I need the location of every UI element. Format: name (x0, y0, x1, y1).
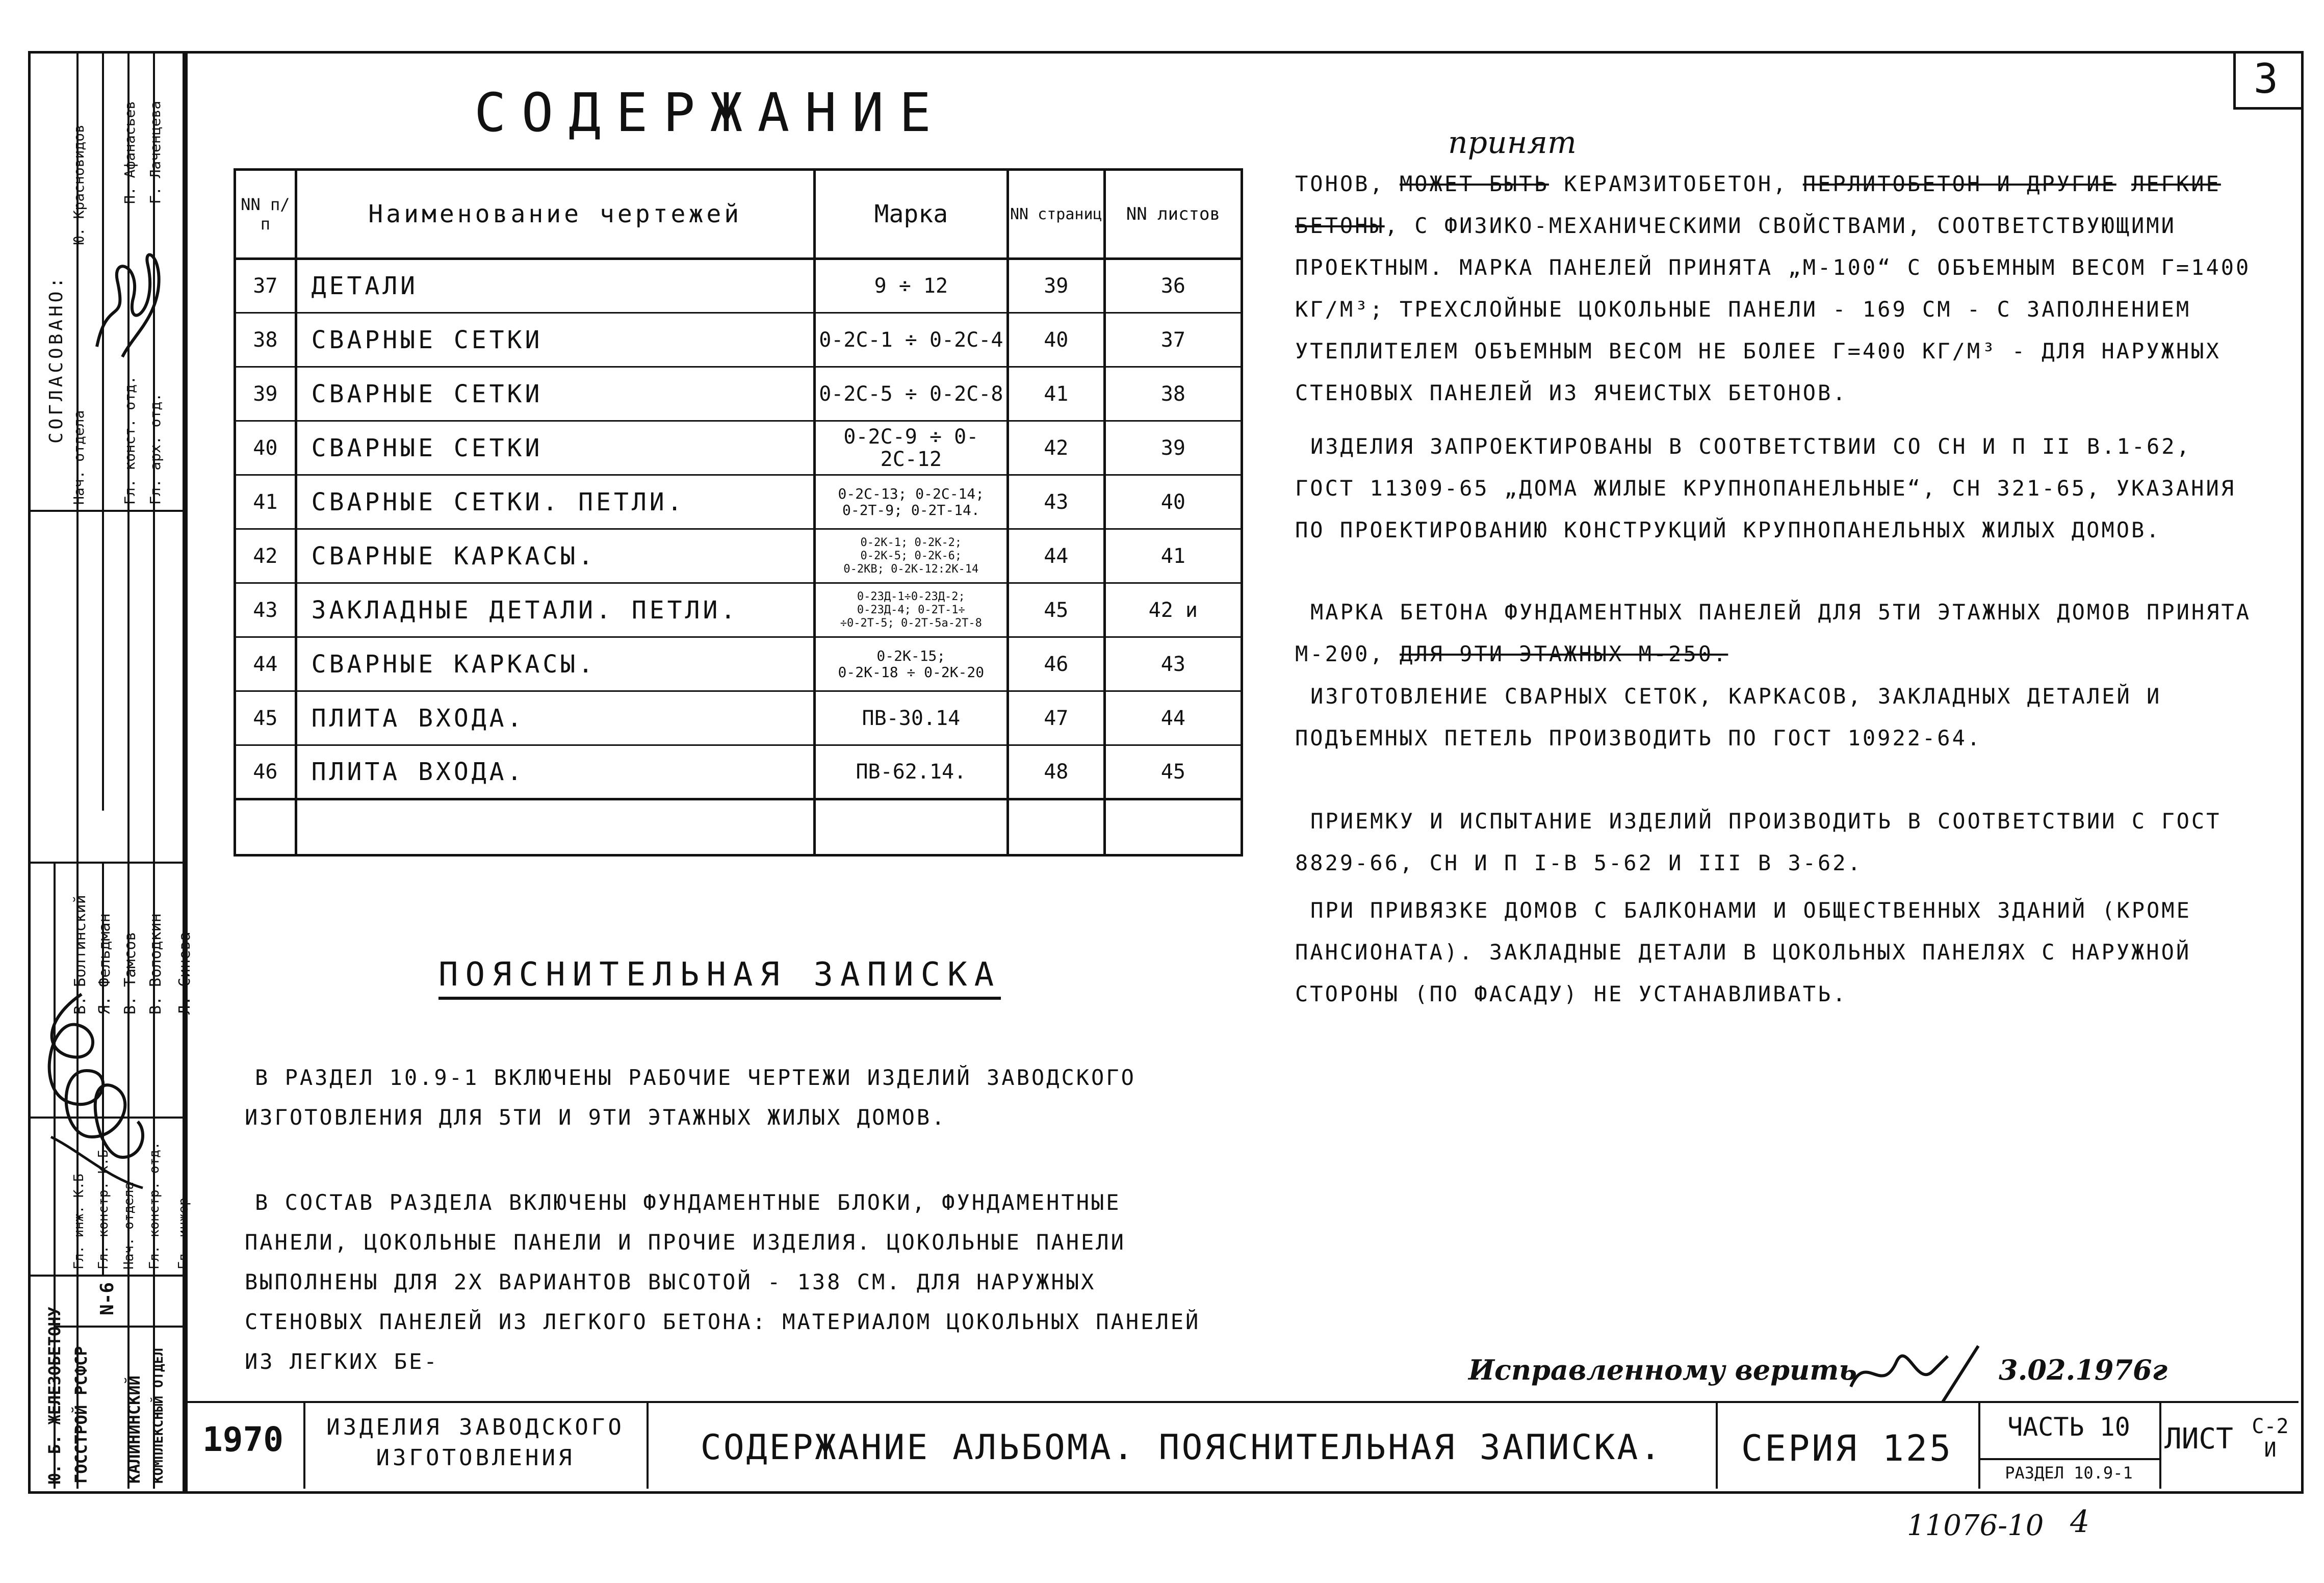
toc-cell-sheet: 39 (1104, 421, 1242, 475)
toc-row (235, 367, 1242, 421)
toc-cell-sheet: 38 (1104, 367, 1242, 421)
toc-cell-sheet: 42 и (1104, 583, 1242, 637)
staff-name: Я. Фельдман (96, 913, 114, 1015)
strip-divider (76, 51, 79, 1489)
toc-cell-empty (1104, 799, 1242, 855)
mark-line: 0-2К-1; 0-2К-2; (860, 536, 962, 549)
text-fragment: , С ФИЗИКО-МЕХАНИЧЕСКИМИ СВОЙСТВАМИ, СООТВЕТСТВУЮЩИМИ ПРОЕКТНЫМ. МАРКА ПАНЕЛЕЙ ПРИНЯТА „М-100“ С ОБЪЕМНЫМ ВЕСОМ Γ=1400 КГ/М³; ТРЕХСЛОЙНЫЕ ЦОКОЛЬНЫЕ ПАНЕЛИ - 169 СМ - С ЗАПОЛНЕНИЕМ УТЕПЛИТЕЛЕМ ОБЪЕМНЫМ ВЕСОМ НЕ БОЛЕЕ Γ=400 КГ/М³ - ДЛЯ НАРУЖНЫХ СТЕНОВЫХ ПАНЕЛЕЙ ИЗ ЯЧЕИСТЫХ БЕТОНОВ. (1295, 213, 2251, 405)
note-heading: ПОЯСНИТЕЛЬНАЯ ЗАПИСКА (438, 956, 1001, 1000)
toc-cell-empty (296, 799, 814, 855)
staff-name: В. Болтинский (71, 895, 89, 1015)
toc-cell-no: 44 (235, 637, 296, 691)
staff-name: Л. Синева (176, 931, 194, 1015)
toc-cell-sheet: 36 (1104, 259, 1242, 313)
note-paragraph-2: В СОСТАВ РАЗДЕЛА ВКЛЮЧЕНЫ ФУНДАМЕНТНЫЕ БЛОКИ, ФУНДАМЕНТНЫЕ ПАНЕЛИ, ЦОКОЛЬНЫЕ ПАНЕЛИ И ПРОЧИЕ ИЗДЕЛИЯ. ЦОКОЛЬНЫЕ ПАНЕЛИ ВЫПОЛНЕНЫ ДЛЯ 2Х ВАРИАНТОВ ВЫСОТОЙ - 138 СМ. ДЛЯ НАРУЖНЫХ СТЕНОВЫХ ПАНЕЛЕЙ ИЗ ЛЕГКОГО БЕТОНА: МАТЕРИАЛОМ ЦОКОЛЬНЫХ ПАНЕЛЕЙ ИЗ ЛЕГКИХ БЕ- (245, 1190, 1201, 1374)
approval-name: Г. Лаченцева (147, 100, 164, 204)
toc-cell-sheet: 41 (1104, 529, 1242, 583)
title-block-divider (647, 1401, 649, 1489)
staff-role: Гл. инжер. (176, 1189, 191, 1269)
toc-cell-name: ЗАКЛАДНЫЕ ДЕТАЛИ. ПЕТЛИ. (296, 583, 814, 637)
toc-title: СОДЕРЖАНИЕ (474, 82, 947, 144)
part: ЧАСТЬ 10 (2007, 1412, 2130, 1442)
toc-cell-sheet: 40 (1104, 475, 1242, 529)
strip-divider (28, 862, 183, 864)
toc-row (235, 691, 1242, 745)
sheet-label: ЛИСТ (2164, 1422, 2233, 1456)
toc-cell-mark (814, 421, 1008, 475)
toc-cell-mark (814, 259, 1008, 313)
toc-row (235, 313, 1242, 367)
mark-line: 0-2С-1 ÷ 0-2С-4 (819, 328, 1003, 352)
strip-divider (102, 51, 104, 811)
staff-role: Гл. констр. К.Б (96, 1150, 111, 1269)
toc-cell-no: 40 (235, 421, 296, 475)
toc-cell-mark (814, 691, 1008, 745)
struck-text: ЛЕГКИЕ БЕТОНЫ (1295, 171, 2221, 238)
section: РАЗДЕЛ 10.9-1 (2005, 1463, 2133, 1483)
mark-line: 0-2К-18 ÷ 0-2К-20 (838, 663, 985, 681)
approval-role: Нач. отдела (70, 410, 87, 505)
toc-cell-page: 48 (1008, 745, 1104, 799)
page-number: 3 (2253, 55, 2279, 102)
toc-cell-page: 45 (1008, 583, 1104, 637)
toc-cell-name: СВАРНЫЕ СЕТКИ (296, 421, 814, 475)
approved-label: СОГЛАСОВАНО: (46, 274, 67, 444)
signature (20, 984, 153, 1198)
toc-cell-page: 41 (1008, 367, 1104, 421)
text-fragment: КЕРАМЗИТОБЕТОН, (1564, 171, 1788, 196)
strip-divider (28, 510, 183, 512)
toc-cell-no: 38 (235, 313, 296, 367)
right-paragraph-6: ПРИ ПРИВЯЗКЕ ДОМОВ С БАЛКОНАМИ И ОБЩЕСТВЕННЫХ ЗДАНИЙ (КРОМЕ ПАНСИОНАТА). ЗАКЛАДНЫЕ ДЕТАЛИ В ЦОКОЛЬНЫХ ПАНЕЛЯХ С НАРУЖНОЙ СТОРОНЫ (ПО ФАСАДУ) НЕ УСТАНАВЛИВАТЬ. (1295, 898, 2191, 1006)
toc-cell-mark (814, 475, 1008, 529)
toc-cell-name: СВАРНЫЕ СЕТКИ (296, 313, 814, 367)
mark-line: 0-2К-5; 0-2К-6; (860, 549, 962, 562)
approval-name: Ю. Красновидов (70, 124, 87, 245)
title-block-divider (1716, 1401, 1718, 1489)
toc-cell-no: 37 (235, 259, 296, 313)
toc-cell-mark (814, 745, 1008, 799)
col-header-mark: Марка (814, 170, 1008, 259)
toc-cell-page: 46 (1008, 637, 1104, 691)
toc-cell-name: ДЕТАЛИ (296, 259, 814, 313)
toc-cell-sheet: 44 (1104, 691, 1242, 745)
strip-divider (28, 1275, 183, 1277)
staff-name: В. Володкин (147, 913, 165, 1015)
correction-date: 3.02.1976г (1999, 1354, 2167, 1386)
toc-cell-page: 44 (1008, 529, 1104, 583)
category: ИЗДЕЛИЯ ЗАВОДСКОГО ИЗГОТОВЛЕНИЯ (326, 1414, 625, 1471)
mark-line: 0-2С-5 ÷ 0-2С-8 (819, 382, 1003, 406)
toc-cell-sheet: 37 (1104, 313, 1242, 367)
right-paragraph-1 (1295, 163, 2254, 414)
col-header-no: NN п/п (235, 170, 296, 259)
col-header-sheets: NN листов (1104, 170, 1242, 259)
text-fragment: ТОНОВ, (1295, 171, 1385, 196)
signature (1846, 1341, 1989, 1407)
staff-role: Гл. констр. отд. (147, 1141, 162, 1269)
toc-cell-sheet: 43 (1104, 637, 1242, 691)
toc-cell-no: 42 (235, 529, 296, 583)
staff-role: Гл. инж. К.Б (71, 1174, 87, 1269)
toc-row (235, 475, 1242, 529)
toc-cell-page: 40 (1008, 313, 1104, 367)
toc-row-empty (235, 799, 1242, 855)
correction-note: Исправленному верить (1468, 1354, 1857, 1386)
toc-cell-name: СВАРНЫЕ КАРКАСЫ. (296, 637, 814, 691)
toc-cell-no: 43 (235, 583, 296, 637)
right-paragraph-4: ИЗГОТОВЛЕНИЕ СВАРНЫХ СЕТОК, КАРКАСОВ, ЗАКЛАДНЫХ ДЕТАЛЕЙ И ПОДЪЕМНЫХ ПЕТЕЛЬ ПРОИЗВОДИТЬ ПО ГОСТ 10922-64. (1295, 684, 2162, 750)
right-paragraph-5: ПРИЕМКУ И ИСПЫТАНИЕ ИЗДЕЛИЙ ПРОИЗВОДИТЬ В СООТВЕТСТВИИ С ГОСТ 8829-66, СН И П I-В 5-62 И III В 3-62. (1295, 809, 2222, 875)
org-name: Ю. Б. ЖЕЛЕЗОБЕТОНУ (45, 1307, 64, 1484)
toc-cell-page: 39 (1008, 259, 1104, 313)
toc-row (235, 637, 1242, 691)
mark-line: 0-2С-9 ÷ 0-2С-12 (843, 425, 979, 471)
toc-table (234, 168, 1243, 857)
mark-line: 0-23Д-1÷0-23Д-2; (857, 590, 965, 603)
text-fragment: МАРКА БЕТОНА ФУНДАМЕНТНЫХ ПАНЕЛЕЙ ДЛЯ 5ТИ ЭТАЖНЫХ ДОМОВ ПРИНЯТА М-200, (1295, 600, 2252, 666)
archive-page: 4 (2070, 1504, 2090, 1540)
col-header-pages: NN страниц (1008, 170, 1104, 259)
org-name: КАЛИНИНСКИЙ (124, 1376, 144, 1484)
approval-name: П. Афанасьев (121, 100, 138, 204)
toc-cell-mark (814, 637, 1008, 691)
toc-cell-name: СВАРНЫЕ СЕТКИ. ПЕТЛИ. (296, 475, 814, 529)
title-block-top (183, 1401, 2299, 1403)
org-number: N-6 (97, 1282, 118, 1315)
toc-cell-mark (814, 367, 1008, 421)
mark-line: 0-2Т-9; 0-2Т-14. (842, 501, 980, 518)
org-name: ГОССТРОЙ РСФСР (71, 1346, 91, 1484)
title-block-divider (2159, 1401, 2161, 1489)
toc-row (235, 529, 1242, 583)
toc-cell-name: ПЛИТА ВХОДА. (296, 691, 814, 745)
toc-cell-sheet: 45 (1104, 745, 1242, 799)
toc-cell-empty (1008, 799, 1104, 855)
toc-row (235, 745, 1242, 799)
archive-number: 11076-10 (1907, 1509, 2044, 1542)
toc-row (235, 259, 1242, 313)
toc-cell-page: 43 (1008, 475, 1104, 529)
toc-cell-mark (814, 583, 1008, 637)
toc-row (235, 421, 1242, 475)
signature (87, 235, 168, 367)
mark-line: ПВ-30.14 (862, 706, 961, 730)
title-block-divider (1978, 1458, 2159, 1460)
handwritten-insert: принят (1448, 125, 1577, 161)
toc-cell-no: 45 (235, 691, 296, 745)
toc-cell-no: 46 (235, 745, 296, 799)
toc-cell-mark (814, 529, 1008, 583)
mark-line: 0-23Д-4; 0-2Т-1÷ (857, 603, 965, 616)
staff-name: В. Тамсов (121, 931, 139, 1015)
drawing-title: СОДЕРЖАНИЕ АЛЬБОМА. ПОЯСНИТЕЛЬНАЯ ЗАПИСКА. (700, 1428, 1663, 1468)
approval-role: Гл. конст. отд. (121, 376, 138, 505)
approval-role: Гл. арх. отд. (147, 393, 164, 505)
right-paragraph-2: ИЗДЕЛИЯ ЗАПРОЕКТИРОВАНЫ В СООТВЕТСТВИИ СО СН И П II В.1-62, ГОСТ 11309-65 „ДОМА ЖИЛЫЕ КРУПНОПАНЕЛЬНЫЕ“, СН 321-65, УКАЗАНИЯ ПО ПРОЕКТИРОВАНИЮ КОНСТРУКЦИЙ КРУПНОПАНЕЛЬНЫХ ЖИЛЫХ ДОМОВ. (1295, 434, 2236, 542)
year: 1970 (202, 1420, 283, 1459)
title-block-divider (1978, 1401, 1980, 1489)
mark-line: ПВ-62.14. (856, 760, 967, 784)
sheet-value: С-2 И (2252, 1415, 2289, 1462)
mark-line: ÷0-2Т-5; 0-2Т-5а-2Т-8 (840, 616, 982, 630)
toc-cell-name: СВАРНЫЕ КАРКАСЫ. (296, 529, 814, 583)
series: СЕРИЯ 125 (1741, 1428, 1953, 1469)
toc-cell-name: СВАРНЫЕ СЕТКИ (296, 367, 814, 421)
toc-cell-page: 42 (1008, 421, 1104, 475)
toc-cell-empty (814, 799, 1008, 855)
struck-text: ДЛЯ 9ТИ ЭТАЖНЫХ М-250. (1400, 641, 1728, 666)
struck-text: МОЖЕТ БЫТЬ (1400, 171, 1549, 196)
mark-line: 9 ÷ 12 (874, 274, 948, 298)
struck-text: ПЕРЛИТОБЕТОН И ДРУГИЕ (1802, 171, 2116, 196)
mark-line: 0-2К-15; (876, 647, 946, 664)
toc-cell-no: 39 (235, 367, 296, 421)
note-paragraph-1: В РАЗДЕЛ 10.9-1 ВКЛЮЧЕНЫ РАБОЧИЕ ЧЕРТЕЖИ ИЗДЕЛИЙ ЗАВОДСКОГО ИЗГОТОВЛЕНИЯ ДЛЯ 5ТИ И 9ТИ ЭТАЖНЫХ ЖИЛЫХ ДОМОВ. (245, 1065, 1136, 1130)
mark-line: 0-2С-13; 0-2С-14; (838, 485, 985, 502)
toc-cell-no: 41 (235, 475, 296, 529)
mark-line: 0-2КВ; 0-2К-12:2К-14 (843, 562, 979, 576)
right-paragraph-3 (1295, 591, 2254, 675)
strip-divider (54, 1326, 183, 1328)
toc-cell-empty (235, 799, 296, 855)
toc-cell-page: 47 (1008, 691, 1104, 745)
toc-cell-mark (814, 313, 1008, 367)
toc-row (235, 583, 1242, 637)
toc-cell-name: ПЛИТА ВХОДА. (296, 745, 814, 799)
org-name: КОМПЛЕКСНЫЙ ОТДЕЛ (151, 1347, 166, 1484)
title-block-divider (303, 1401, 305, 1489)
staff-role: Нач. отдела (121, 1181, 137, 1269)
col-header-name: Наименование чертежей (296, 170, 814, 259)
